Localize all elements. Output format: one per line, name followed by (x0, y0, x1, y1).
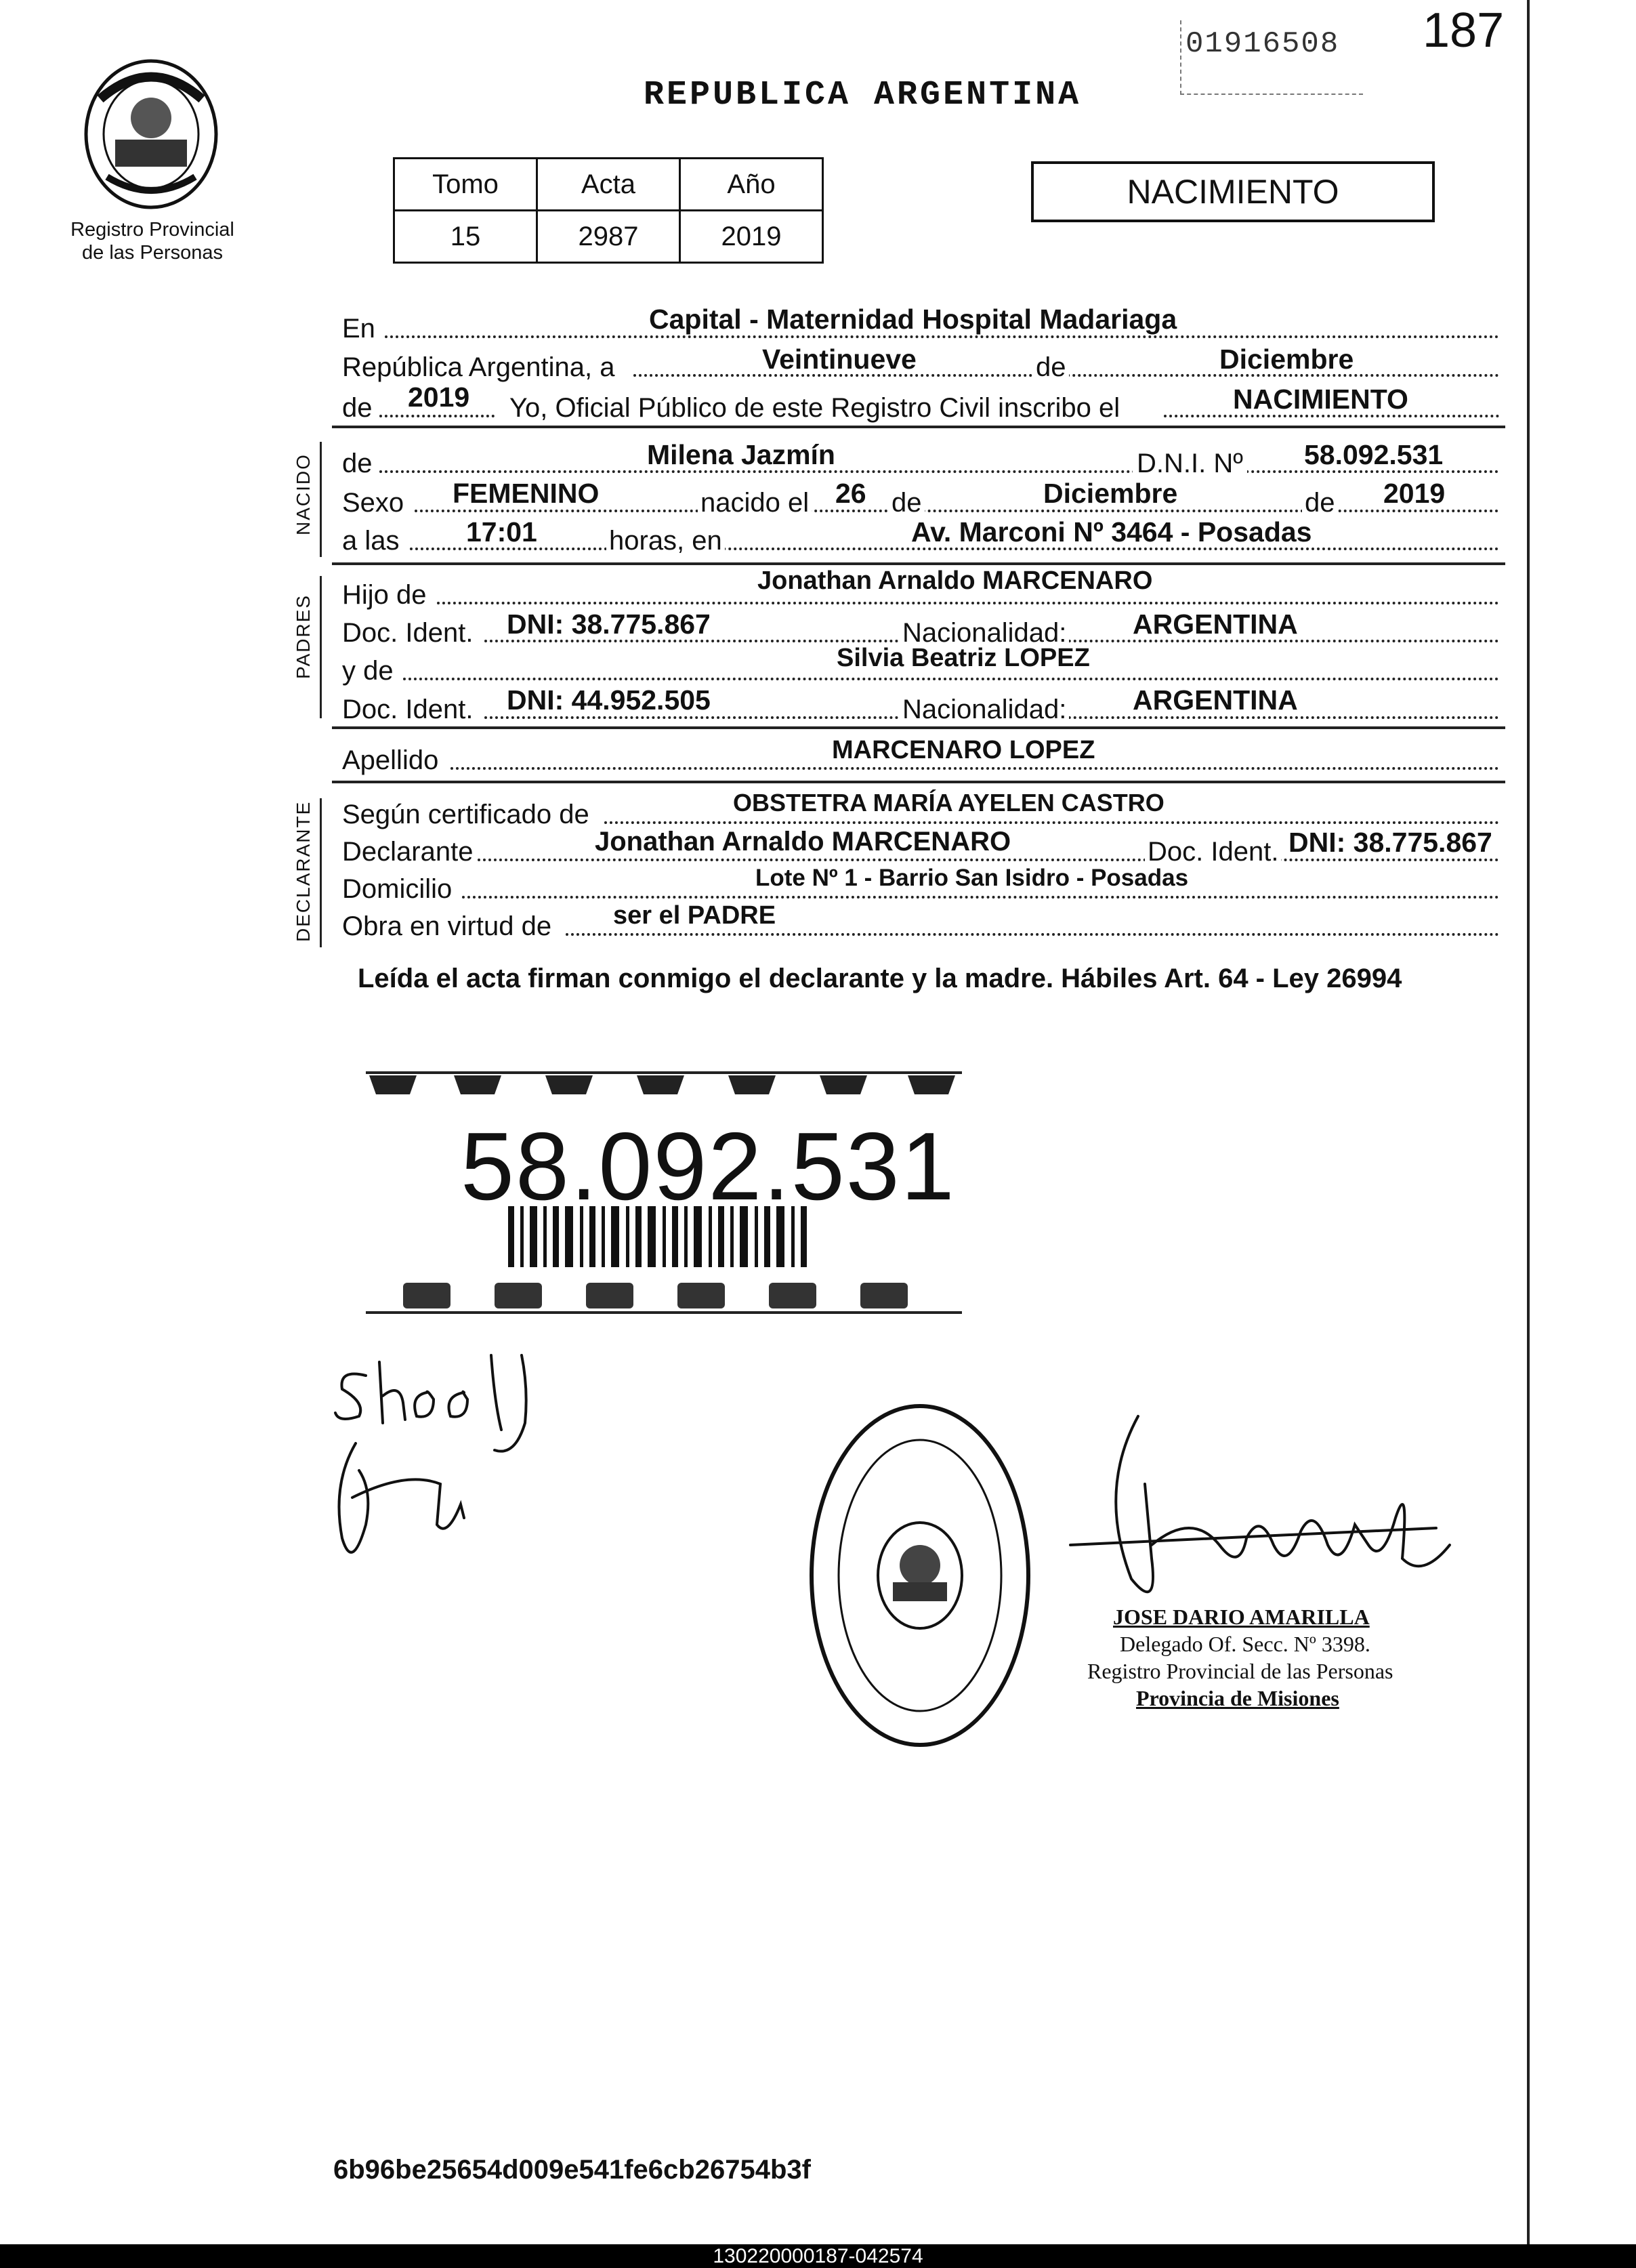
value-mes: Diciembre (1219, 344, 1354, 375)
value-apellido: MARCENARO LOPEZ (832, 736, 1095, 764)
sticker-number: 58.092.531 (461, 1113, 956, 1220)
dotted-line (450, 767, 1499, 770)
value-declarante: Jonathan Arnaldo MARCENARO (595, 827, 1011, 857)
official-seal (805, 1396, 1035, 1755)
page-number: 187 (1423, 3, 1505, 58)
official-role: Delegado Of. Secc. Nº 3398. (1120, 1632, 1370, 1656)
value-nombre: Milena Jazmín (647, 439, 835, 470)
label-y-de: y de (342, 656, 394, 686)
record-value-row (394, 211, 823, 263)
label-nacionalidad: Nacionalidad: (900, 695, 1069, 725)
label-domicilio: Domicilio (342, 874, 453, 904)
value-domicilio: Lote Nº 1 - Barrio San Isidro - Posadas (755, 865, 1189, 891)
value-anio: 2019 (408, 382, 470, 413)
label-doc-ident: Doc. Ident. (342, 695, 474, 724)
side-label-declarante: DECLARANTE (293, 800, 314, 942)
label-de: de (889, 488, 925, 518)
divider (332, 562, 1505, 565)
side-label-padres: PADRES (293, 594, 314, 679)
record-header: Tomo (394, 159, 537, 211)
signature-declarante (325, 1348, 610, 1633)
official-name: JOSE DARIO AMARILLA (1113, 1605, 1370, 1629)
province-emblem (80, 58, 222, 214)
value-lugar: Capital - Maternidad Hospital Madariaga (649, 304, 1177, 335)
divider (332, 781, 1505, 783)
label-de: de (1302, 488, 1338, 518)
label-horas-en: horas, en (606, 526, 725, 556)
country-title: REPUBLICA ARGENTINA (644, 76, 1082, 115)
official-office: Registro Provincial de las Personas (1087, 1659, 1393, 1683)
official-province: Provincia de Misiones (1136, 1686, 1339, 1710)
document-hash: 6b96be25654d009e541fe6cb26754b3f (333, 2155, 811, 2185)
section-bar (320, 576, 322, 718)
value-sexo: FEMENINO (453, 478, 600, 509)
label-dni-no: D.N.I. Nº (1133, 449, 1247, 479)
value-declarante-doc: DNI: 38.775.867 (1288, 827, 1492, 858)
serial-number: 01916508 (1186, 27, 1340, 61)
label-a-las: a las (342, 526, 400, 556)
value-inscribe: NACIMIENTO (1233, 384, 1408, 415)
dotted-line (478, 859, 1499, 861)
dotted-line (604, 821, 1499, 824)
act-type: NACIMIENTO (1031, 161, 1435, 222)
value-madre-doc: DNI: 44.952.505 (507, 684, 711, 716)
record-header: Año (680, 159, 823, 211)
record-value: 15 (394, 211, 537, 263)
label-republica: República Argentina, a (342, 352, 615, 382)
label-de: de (1033, 352, 1069, 383)
record-value: 2987 (537, 211, 680, 263)
value-lugar-nac: Av. Marconi Nº 3464 - Posadas (911, 516, 1312, 548)
official-stamp (1087, 1603, 1393, 1712)
value-nac-mes: Diciembre (1043, 478, 1178, 509)
section-bar (320, 798, 322, 947)
label-hijo-de: Hijo de (342, 580, 427, 610)
org-line-1: Registro Provincial (70, 219, 234, 241)
label-segun: Según certificado de (342, 800, 589, 829)
label-doc-ident: Doc. Ident. (342, 618, 474, 648)
label-declarante: Declarante (342, 837, 474, 867)
dotted-line (437, 602, 1499, 604)
label-apellido: Apellido (342, 745, 439, 775)
record-value: 2019 (680, 211, 823, 263)
value-padre: Jonathan Arnaldo MARCENARO (757, 566, 1153, 595)
value-hora: 17:01 (466, 516, 537, 548)
value-nac-dia: 26 (835, 478, 866, 509)
label-obra: Obra en virtud de (342, 911, 552, 941)
footer-code: 130220000187-042574 (713, 2245, 923, 2267)
org-name (47, 218, 257, 264)
value-padre-doc: DNI: 38.775.867 (507, 609, 711, 640)
label-en: En (342, 314, 375, 344)
dotted-line (385, 335, 1499, 338)
signature-official (1057, 1409, 1531, 1626)
label-de: de (342, 393, 373, 423)
value-dni: 58.092.531 (1304, 439, 1444, 470)
closing-text: Leída el acta firman conmigo el declarante y la madre. Hábiles Art. 64 - Ley 26994 (358, 964, 1402, 993)
record-header: Acta (537, 159, 680, 211)
record-header-row (394, 159, 823, 211)
org-line-2: de las Personas (82, 242, 223, 264)
label-de: de (342, 449, 373, 478)
value-nac-anio: 2019 (1383, 478, 1446, 509)
dotted-line (379, 415, 495, 417)
label-nacionalidad: Nacionalidad: (900, 618, 1069, 648)
margin-rule (1527, 0, 1530, 2244)
value-madre: Silvia Beatriz LOPEZ (837, 644, 1090, 672)
side-label-nacido: NACIDO (293, 453, 314, 535)
section-bar (320, 442, 322, 557)
divider (332, 726, 1505, 729)
dotted-line (462, 896, 1499, 899)
value-dia-letras: Veintinueve (762, 344, 917, 375)
dotted-line (403, 678, 1499, 680)
label-sexo: Sexo (342, 488, 404, 518)
value-obra: ser el PADRE (613, 901, 776, 930)
dotted-line (566, 933, 1499, 936)
value-certificado: OBSTETRA MARÍA AYELEN CASTRO (733, 789, 1165, 817)
label-yo: Yo, Oficial Público de este Registro Civil inscribo el (509, 393, 1120, 423)
divider (332, 426, 1505, 428)
label-nacido-el: nacido el (698, 488, 812, 518)
value-padre-nac: ARGENTINA (1133, 609, 1298, 640)
record-table (393, 157, 824, 264)
value-madre-nac: ARGENTINA (1133, 684, 1298, 716)
label-doc-ident: Doc. Ident. (1145, 837, 1281, 867)
